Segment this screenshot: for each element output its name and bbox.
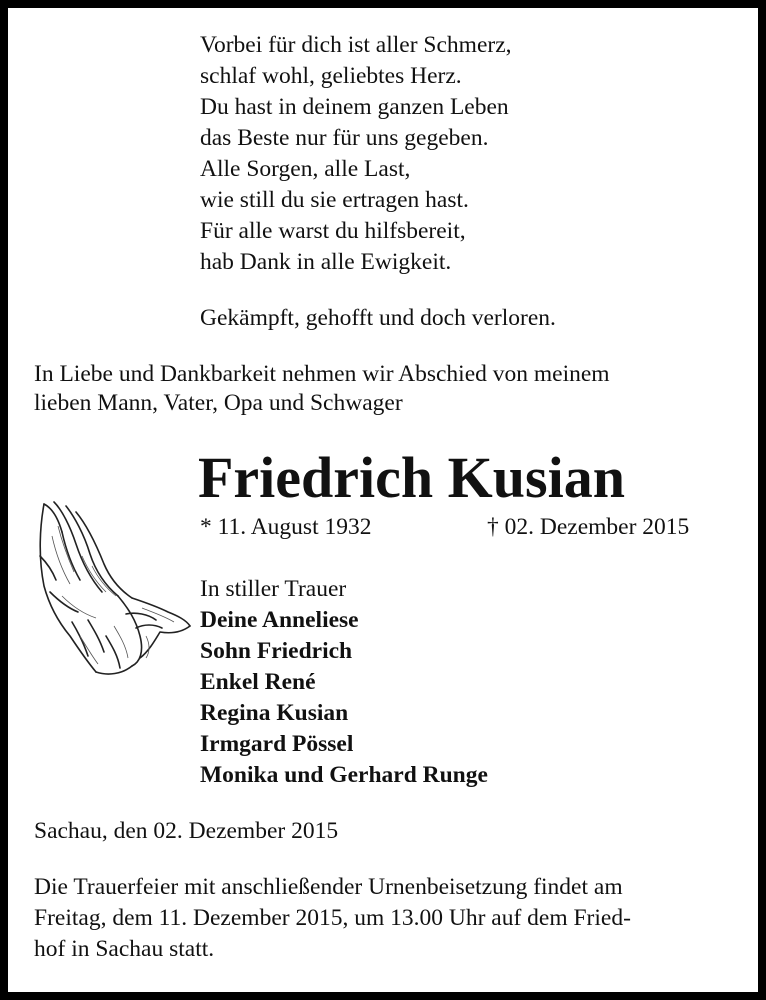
intro-line: lieben Mann, Vater, Opa und Schwager [34, 390, 403, 416]
funeral-notice-line: hof in Sachau statt. [34, 936, 215, 962]
mourner-name: Regina Kusian [200, 700, 349, 726]
poem-line: Alle Sorgen, alle Last, [200, 156, 411, 182]
funeral-notice-line: Die Trauerfeier mit anschließender Urnenbeisetzung findet am [34, 874, 623, 900]
mourner-name: Enkel René [200, 669, 316, 695]
birth-date: * 11. August 1932 [200, 514, 372, 540]
mourner-name: Deine Anneliese [200, 607, 359, 633]
mourners-heading: In stiller Trauer [200, 576, 347, 602]
intro-line: In Liebe und Dankbarkeit nehmen wir Abschied von meinem [34, 361, 610, 387]
poem-line: das Beste nur für uns gegeben. [200, 125, 489, 151]
mourner-name: Monika und Gerhard Runge [200, 762, 488, 788]
praying-hands-icon [32, 496, 192, 688]
mourner-name: Irmgard Pössel [200, 731, 354, 757]
place-date: Sachau, den 02. Dezember 2015 [34, 818, 339, 844]
poem-line: hab Dank in alle Ewigkeit. [200, 249, 452, 275]
mourner-name: Sohn Friedrich [200, 638, 353, 664]
poem-line: Du hast in deinem ganzen Leben [200, 94, 509, 120]
poem-line: Für alle warst du hilfsbereit, [200, 218, 466, 244]
deceased-name: Friedrich Kusian [198, 445, 625, 510]
death-date: † 02. Dezember 2015 [487, 514, 690, 540]
poem-line: schlaf wohl, geliebtes Herz. [200, 63, 462, 89]
poem-line: Vorbei für dich ist aller Schmerz, [200, 32, 512, 58]
funeral-notice-line: Freitag, dem 11. Dezember 2015, um 13.00 Uhr auf dem Fried- [34, 905, 631, 931]
poem-line: wie still du sie ertragen hast. [200, 187, 469, 213]
poem-closing: Gekämpft, gehofft und doch verloren. [200, 305, 556, 331]
